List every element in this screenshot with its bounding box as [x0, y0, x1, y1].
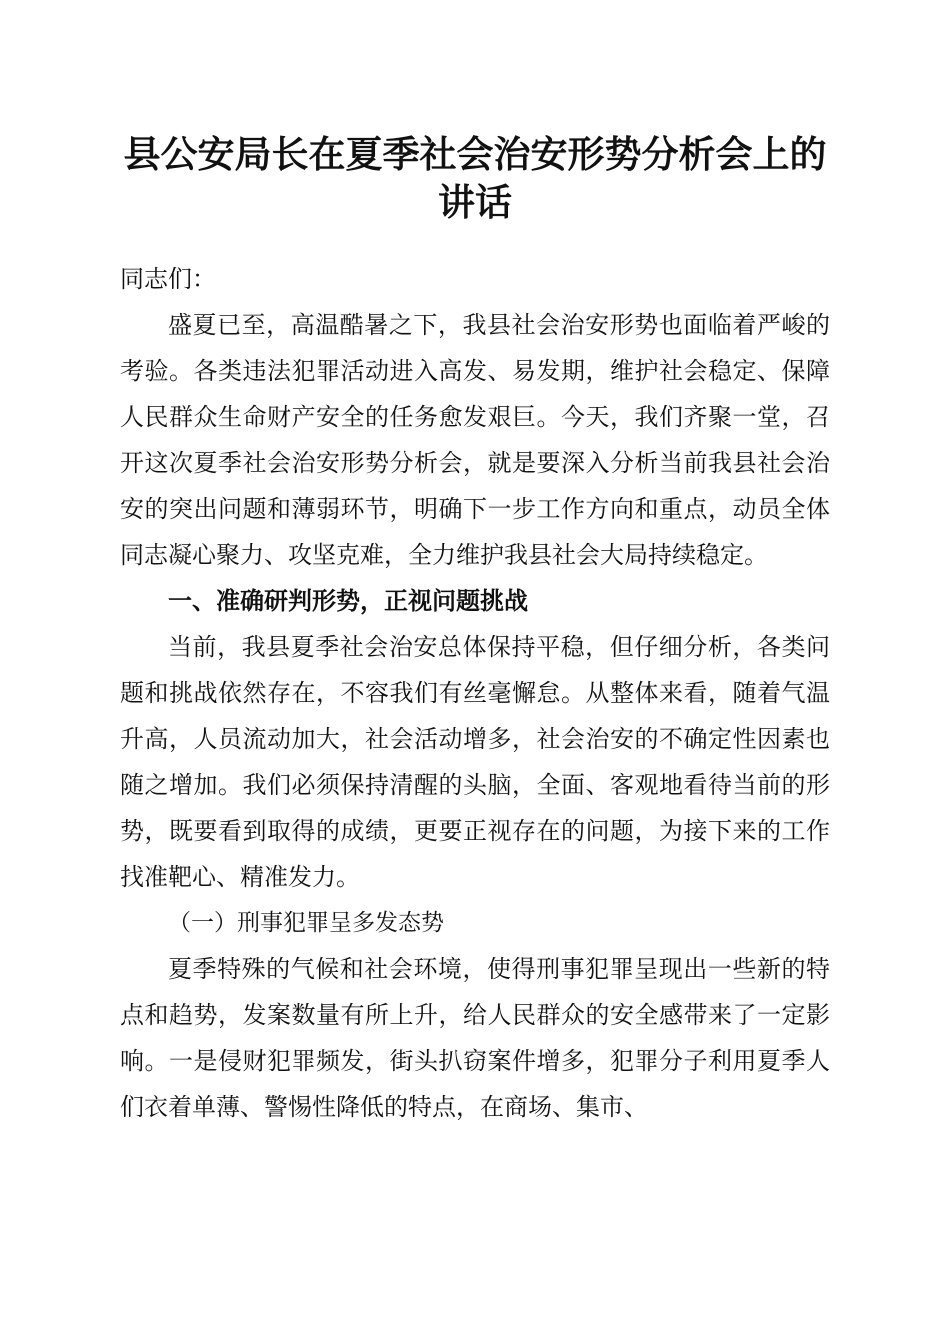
document-title: 县公安局长在夏季社会治安形势分析会上的讲话: [123, 132, 827, 224]
section-1-paragraph: 当前，我县夏季社会治安总体保持平稳，但仔细分析，各类问题和挑战依然存在，不容我们有丝毫懈怠。从整体来看，随着气温升高，人员流动加大，社会活动增多，社会治安的不确定性因素也随之增加。我们必须保持清醒的头脑，全面、客观地看待当前的形势，既要看到取得的成绩，更要正视存在的问题，为接下来的工作找准靶心、精准发力。: [120, 633, 830, 891]
section-heading-1: 一、准确研判形势，正视问题挑战: [168, 587, 528, 615]
subsection-heading-1: （一）刑事犯罪呈多发态势: [168, 910, 444, 936]
subsection-1-paragraph: 夏季特殊的气候和社会环境，使得刑事犯罪呈现出一些新的特点和趋势，发案数量有所上升，给人民群众的安全感带来了一定影响。一是侵财犯罪频发，街头扒窃案件增多，犯罪分子利用夏季人们衣着单薄、警惕性降低的特点，在商场、集市、: [120, 955, 830, 1121]
intro-paragraph: 盛夏已至，高温酷暑之下，我县社会治安形势也面临着严峻的考验。各类违法犯罪活动进入高发、易发期，维护社会稳定、保障人民群众生命财产安全的任务愈发艰巨。今天，我们齐聚一堂，召开这次夏季社会治安形势分析会，就是要深入分析当前我县社会治安的突出问题和薄弱环节，明确下一步工作方向和重点，动员全体同志凝心聚力、攻坚克难，全力维护我县社会大局持续稳定。: [120, 311, 830, 569]
document-body: [120, 256, 830, 1130]
salutation: 同志们：: [120, 265, 216, 293]
